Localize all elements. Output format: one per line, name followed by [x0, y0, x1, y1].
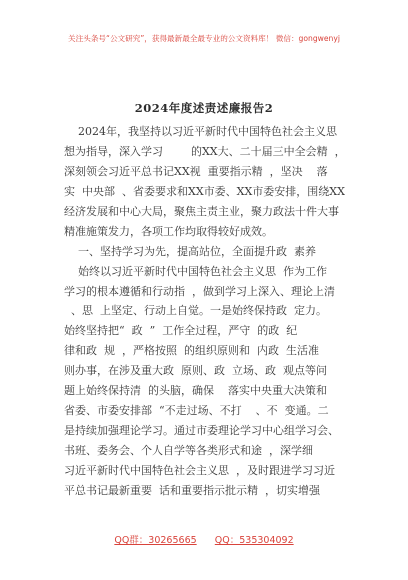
body-line: 则办事，在涉及重大政 原则、政 立场、政 观点等问: [64, 364, 327, 378]
footer-qq-number: QQ：535304092: [214, 535, 294, 546]
body-line: 是持续加强理论学习。通过市委理论学习中心组学习会、: [64, 424, 339, 438]
body-line: 平总书记最新重要 话和重要指示批示精 ，切实增强: [64, 483, 320, 497]
body-line: 学习的根本遵循和行动指 ，做到学习上深入、理论上清: [64, 284, 335, 298]
body-line: 题上始终保持清 的头脑，确保 落实中央重大决策和: [64, 384, 327, 398]
header-notice: 关注头条号“公文研究”，获得最新最全最专业的公文资料库！ 微信：gongwenyj: [68, 34, 340, 43]
document-body: [64, 122, 354, 501]
body-line: 省委、市委安排部 “不走过场、不打 、不 变通。二: [64, 404, 329, 418]
body-line: 经济发展和中心大局，聚焦主责主业，聚力政法十件大事: [64, 204, 339, 218]
body-line: 始终以习近平新时代中国特色社会主义思 作为工作: [64, 264, 327, 278]
document-title: 2024年度述责述廉报告2: [134, 101, 274, 115]
body-line: 习近平新时代中国特色社会主义思 ，及时跟进学习习近: [64, 463, 335, 477]
body-line: 、思 上坚定、行动上自觉。一是始终保持政 定力。: [64, 304, 327, 318]
body-line: 书班、委务会、个人自学等各类形式和途 ，深学细: [64, 444, 313, 457]
body-line: 2024年，我坚持以习近平新时代中国特色社会主义思: [64, 125, 337, 138]
body-line: 始终坚持把“ 政 ” 工作全过程，严守 的政 纪: [64, 324, 298, 338]
body-line: 深刻领会习近平总书记XX视 重要指示精 ，坚决 落: [64, 164, 328, 178]
footer-contacts: [0, 532, 408, 546]
body-line: 精准施策发力，各项工作均取得较好成效。: [64, 224, 273, 238]
body-line: 律和政 规 ，严格按照 的组织原则和 内政 生活准: [64, 344, 319, 358]
section-heading: 一、坚持学习为先，提高站位，全面提升政 素养: [64, 244, 316, 258]
body-line: 实 中央部 、省委要求和XX市委、XX市委安排，围绕XX: [64, 184, 345, 198]
footer-qq-group: QQ群：30265665: [114, 535, 197, 546]
body-line: 想为指导，深入学习 的XX大、二十届三中全会精 ，: [64, 144, 346, 158]
